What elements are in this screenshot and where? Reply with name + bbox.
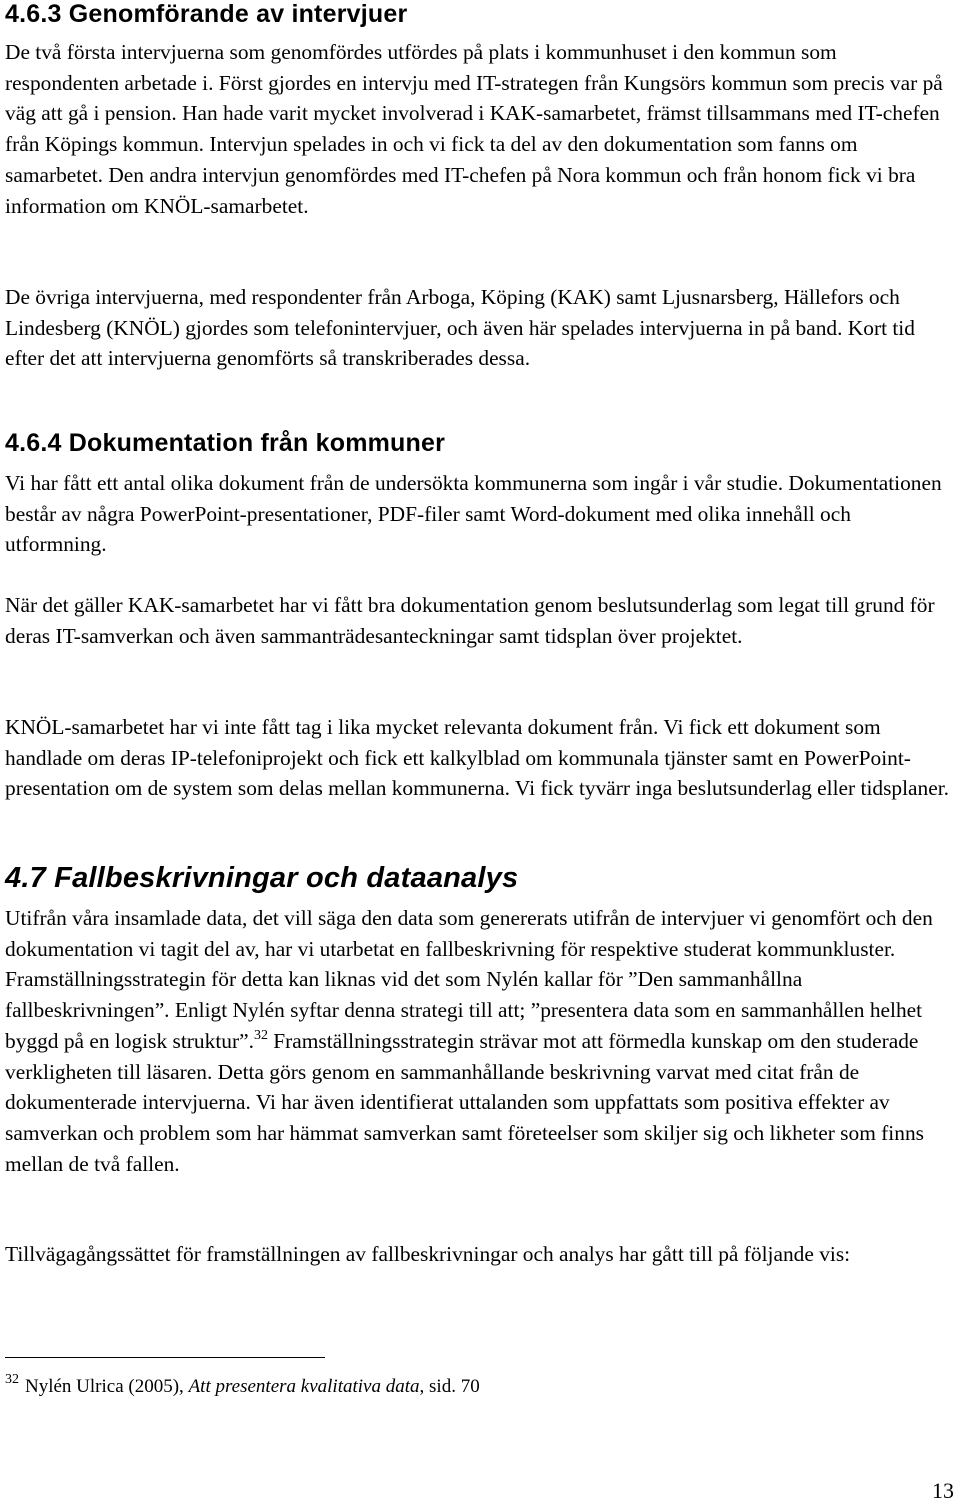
footnote-reference[interactable]: 32	[253, 1027, 268, 1043]
paragraph-kak-documentation: När det gäller KAK-samarbetet har vi fått bra dokumentation genom beslutsunderlag som legat till grund för deras IT-samverkan och även sammanträdesanteckningar samt tidsplan över projektet.	[5, 593, 935, 648]
page-number: 13	[932, 1478, 954, 1503]
paragraph-interview-execution: De två första intervjuerna som genomfördes utfördes på plats i kommunhuset i den kommun som respondenten arbetade i. Först gjordes en intervju med IT-strategen från Kungsörs kommun som precis var på väg att gå i pension. Han hade varit mycket involverad i KAK-samarbetet, främst tillsammans med IT-chefen från Köpings kommun. Intervjun spelades in och vi fick ta del av den dokumentation som fanns om samarbetet. Den andra intervjun genomfördes med IT-chefen på Nora kommun och från honom fick vi bra information om KNÖL-samarbetet.	[5, 40, 943, 218]
case-text-part-2: Framställningsstrategin strävar mot att förmedla kunskap om den studerade verkligheten till läsaren. Detta görs genom en sammanhållande beskrivning varvat med citat från de dokumenterade intervjuerna. Vi har även identifierat uttalanden som uppfattats som positiva effekter av samverkan och problem som har hämmat samverkan samt företeelser som skiljer sig och likheter som finns mellan de två fallen.	[5, 1028, 924, 1176]
paragraph-documents-received: Vi har fått ett antal olika dokument från de undersökta kommunerna som ingår i vår studie. Dokumentationen består av några PowerPoint-presentationer, PDF-filer samt Word-dokument med olika innehåll och utformning.	[5, 471, 942, 557]
case-text-part-1: Utifrån våra insamlade data, det vill säga den data som genererats utifrån de intervjuer vi genomfört och den dokumentation vi tagit del av, har vi utarbetat en fallbeskrivning för respektive studerat kommunkluster. Framställningsstrategin för detta kan liknas vid det som Nylén kallar för ”Den sammanhållna fallbeskrivningen”. Enligt Nylén syftar denna strategi till att; ”presentera data som en sammanhållen helhet byggd på en logisk struktur”.	[5, 906, 933, 1053]
paragraph-procedure: Tillvägagångssättet för framställningen av fallbeskrivningar och analys har gått till på följande vis:	[5, 1242, 851, 1266]
paragraph-knol-documentation: KNÖL-samarbetet har vi inte fått tag i lika mycket relevanta dokument från. Vi fick ett dokument som handlade om deras IP-telefoniprojekt och fick ett kalkylblad om kommunala tjänster samt en PowerPoint-presentation om de system som delas mellan kommunerna. Vi fick tyvärr inga beslutsunderlag eller tidsplaner.	[5, 715, 950, 801]
section-heading-4-7: 4.7 Fallbeskrivningar och dataanalys	[5, 862, 519, 894]
section-heading-4-6-4: 4.6.4 Dokumentation från kommuner	[5, 429, 446, 457]
paragraph-case-descriptions	[5, 903, 955, 1179]
footnote-pages: , sid. 70	[419, 1376, 480, 1397]
footnote-title: Att presentera kvalitativa data	[188, 1376, 420, 1397]
footnote	[5, 1372, 945, 1402]
footnote-author: Nylén Ulrica (2005),	[25, 1376, 189, 1397]
footnote-divider	[5, 1357, 325, 1358]
footnote-number: 32	[5, 1372, 19, 1387]
paragraph-phone-interviews: De övriga intervjuerna, med respondenter från Arboga, Köping (KAK) samt Ljusnarsberg, Hällefors och Lindesberg (KNÖL) gjordes som telefonintervjuer, och även här spelades intervjuerna in på band. Kort tid efter det att intervjuerna genomförts så transkriberades dessa.	[5, 285, 915, 371]
section-heading-4-6-3: 4.6.3 Genomförande av intervjuer	[5, 0, 408, 28]
